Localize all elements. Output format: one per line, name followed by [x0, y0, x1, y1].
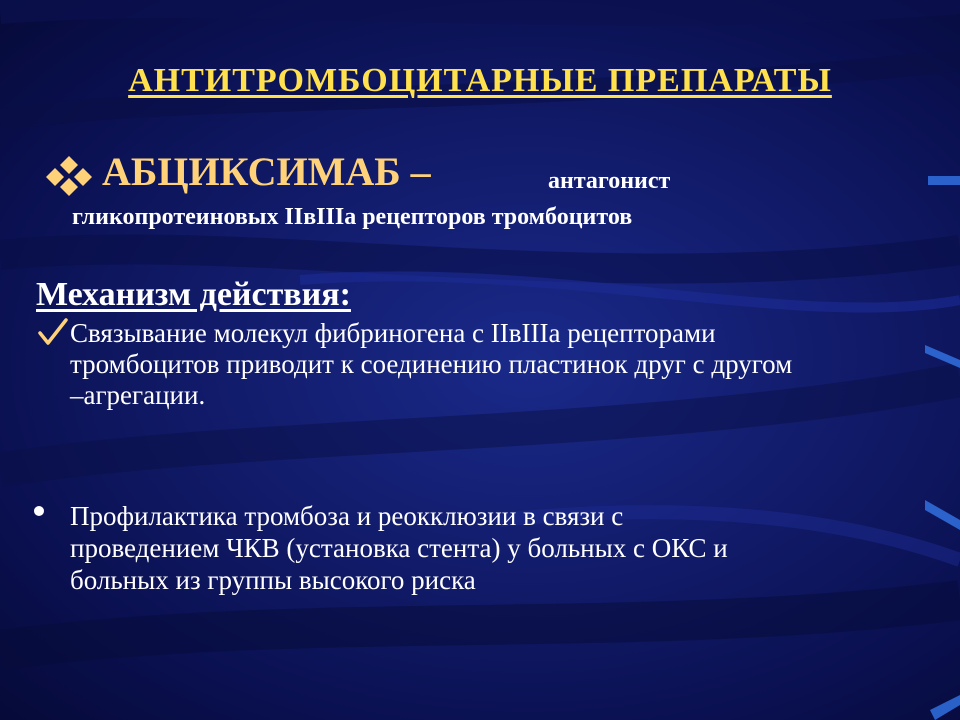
diamond-cluster-icon — [40, 154, 98, 198]
indication-line: больных из группы высокого риска — [70, 565, 476, 595]
indication-line: проведением ЧКВ (установка стента) у больных с ОКС и — [70, 533, 728, 563]
slide-title: АНТИТРОМБОЦИТАРНЫЕ ПРЕПАРАТЫ — [128, 62, 832, 99]
mechanism-line: тромбоцитов приводит к соединению пластинок друг с другом — [70, 349, 793, 379]
mechanism-text — [70, 318, 940, 411]
check-icon — [38, 318, 68, 346]
drug-name: АБЦИКСИМАБ – — [102, 149, 431, 194]
mechanism-heading: Механизм действия: — [36, 276, 351, 313]
mechanism-line: Связывание молекул фибриногена с IIвIIIа рецепторами — [70, 318, 716, 348]
drug-description-line1: антагонист — [548, 168, 671, 194]
indication-text — [70, 500, 940, 596]
drug-description-line2: гликопротеиновых IIвIIIа рецепторов тромбоцитов — [72, 204, 633, 230]
indication-line: Профилактика тромбоза и реокклюзии в связи с — [70, 501, 624, 531]
mechanism-line: –агрегации. — [70, 380, 206, 410]
bullet-dot-icon — [34, 506, 44, 516]
